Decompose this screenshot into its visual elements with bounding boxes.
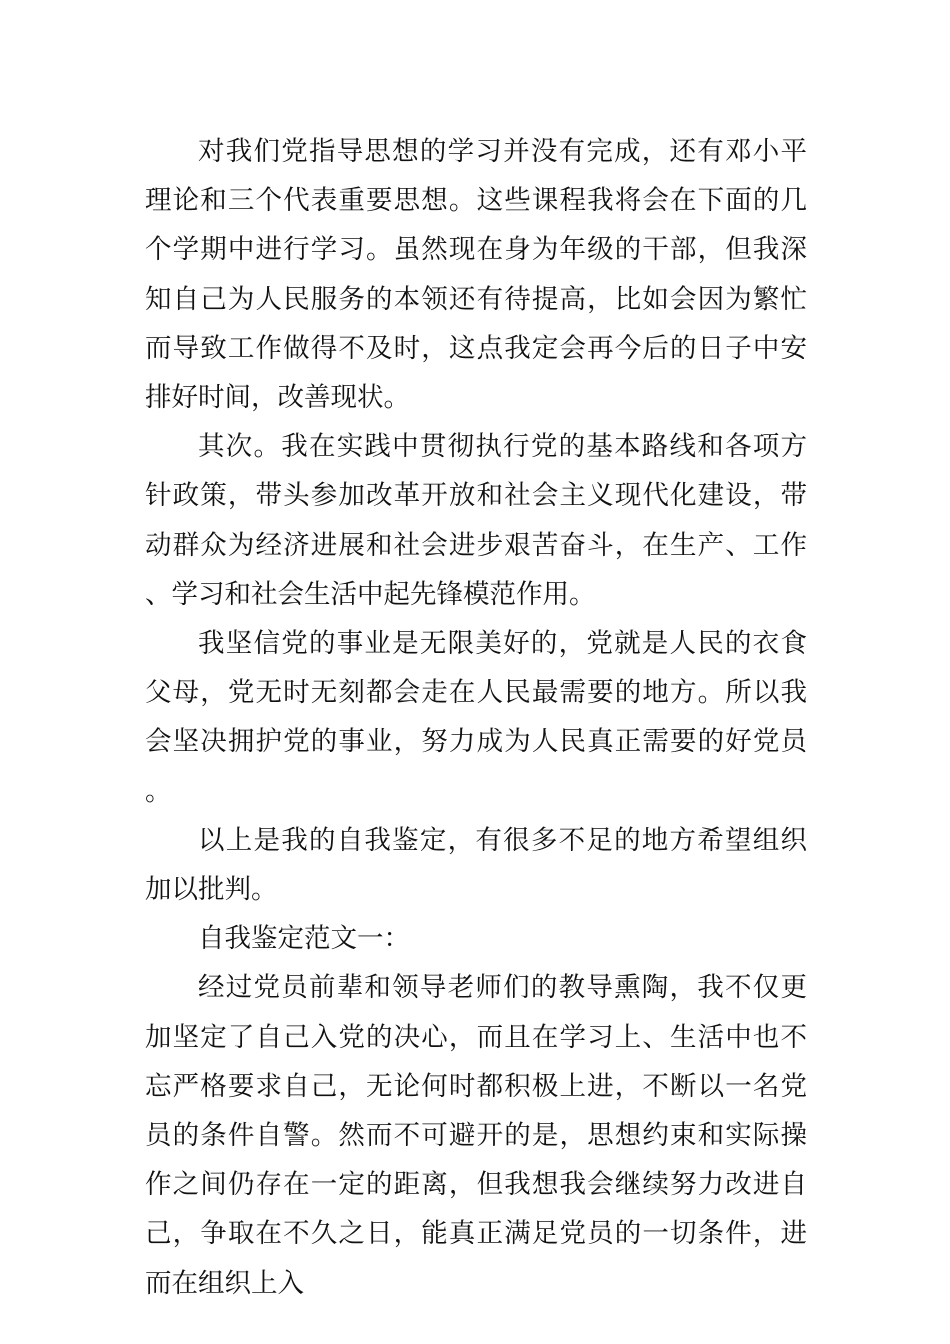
paragraph-belief: 我坚信党的事业是无限美好的，党就是人民的衣食父母，党无时无刻都会走在人民最需要的地方。所以我会坚决拥护党的事业，努力成为人民真正需要的好党员。 <box>145 628 807 807</box>
paragraph-sample-one-body: 经过党员前辈和领导老师们的教导熏陶，我不仅更加坚定了自己入党的决心，而且在学习上、生活中也不忘严格要求自己，无论何时都积极上进，不断以一名党员的条件自警。然而不可避开的是，思想约束和实际操作之间仍存在一定的距离，但我想我会继续努力改进自己，争取在不久之日，能真正满足党员的一切条件，进而在组织上入 <box>145 972 807 1299</box>
paragraph-conclusion: 以上是我的自我鉴定，有很多不足的地方希望组织加以批判。 <box>145 824 807 906</box>
document-body <box>145 127 807 1308</box>
paragraph-study-guidance: 对我们党指导思想的学习并没有完成，还有邓小平理论和三个代表重要思想。这些课程我将会在下面的几个学期中进行学习。虽然现在身为年级的干部，但我深知自己为人民服务的本领还有待提高，比如会因为繁忙而导致工作做得不及时，这点我定会再今后的日子中安排好时间，改善现状。 <box>145 136 807 414</box>
section-heading-sample-one: 自我鉴定范文一： <box>198 923 410 955</box>
paragraph-practice: 其次。我在实践中贯彻执行党的基本路线和各项方针政策，带头参加改革开放和社会主义现代化建设，带动群众为经济进展和社会进步艰苦奋斗，在生产、工作、学习和社会生活中起先锋模范作用。 <box>145 431 807 610</box>
